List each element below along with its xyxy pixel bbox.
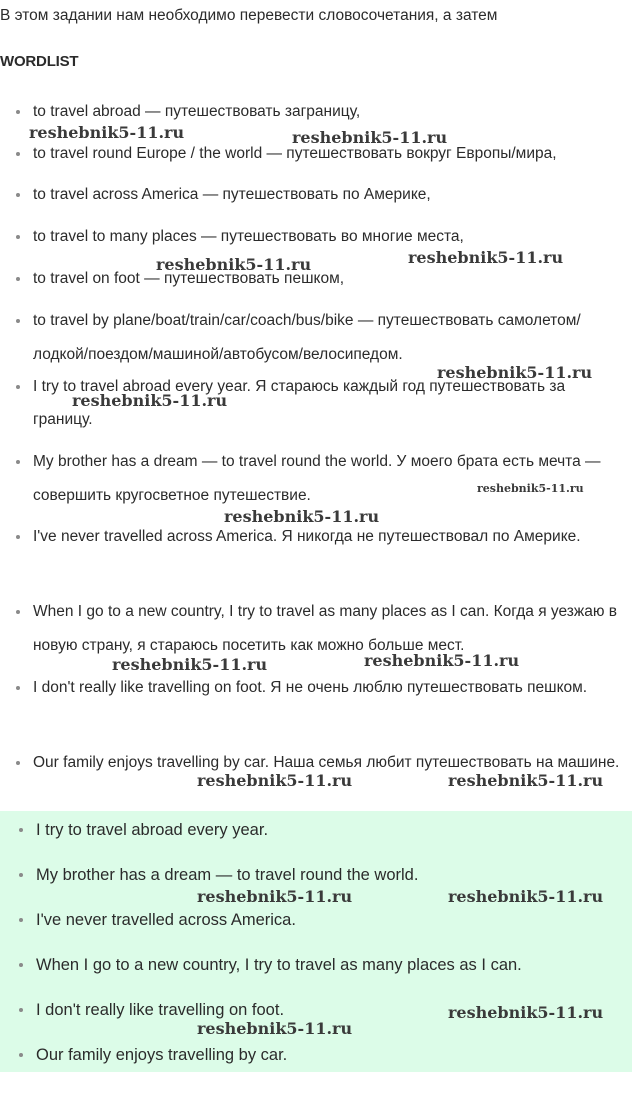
intro-text: В этом задании нам необходимо перевести словосочетания, а затем — [0, 7, 498, 24]
list-item: When I go to a new country, I try to travel as many places as I can. Когда я уезжаю в новую страну, я стараюсь посетить как можно больше мест. — [33, 595, 626, 663]
watermark: reshebnik5-11.ru — [437, 363, 593, 382]
watermark: reshebnik5-11.ru — [224, 507, 380, 526]
watermark: reshebnik5-11.ru — [156, 255, 312, 274]
answer-item: I've never travelled across America. — [36, 909, 626, 931]
watermark: reshebnik5-11.ru — [364, 651, 520, 670]
wordlist-heading: WORDLIST — [0, 53, 79, 70]
watermark: reshebnik5-11.ru — [29, 123, 185, 142]
answer-item: I don't really like travelling on foot. — [36, 999, 626, 1021]
list-item: to travel by plane/boat/train/car/coach/bus/bike — путешествовать самолетом/лодкой/поездом/машиной/автобусом/велосипедом. — [33, 304, 626, 372]
watermark: reshebnik5-11.ru — [448, 771, 604, 790]
watermark: reshebnik5-11.ru — [408, 248, 564, 267]
list-item: to travel abroad — путешествовать заграницу, — [33, 95, 626, 129]
watermark: reshebnik5-11.ru — [72, 391, 228, 410]
list-item: I've never travelled across America. Я никогда не путешествовал по Америке. — [33, 520, 626, 553]
watermark: reshebnik5-11.ru — [292, 128, 448, 147]
list-item: I don't really like travelling on foot. Я не очень люблю путешествовать пешком. — [33, 671, 626, 704]
watermark: reshebnik5-11.ru — [197, 771, 353, 790]
answer-item: When I go to a new country, I try to travel as many places as I can. — [36, 954, 626, 976]
answer-item: Our family enjoys travelling by car. — [36, 1044, 626, 1066]
watermark: reshebnik5-11.ru — [197, 887, 353, 906]
watermark: reshebnik5-11.ru — [477, 482, 584, 495]
list-item: I try to travel abroad every year. Я стараюсь каждый год путешествовать за границу. — [33, 370, 626, 436]
watermark: reshebnik5-11.ru — [112, 655, 268, 674]
watermark: reshebnik5-11.ru — [448, 887, 604, 906]
answer-item: I try to travel abroad every year. — [36, 819, 626, 841]
list-item: to travel round Europe / the world — путешествовать вокруг Европы/мира, — [33, 137, 626, 171]
watermark: reshebnik5-11.ru — [197, 1019, 353, 1038]
list-item: to travel to many places — путешествовать во многие места, — [33, 220, 626, 254]
list-item: to travel across America — путешествовать по Америке, — [33, 178, 626, 212]
list-item: My brother has a dream — to travel round the world. У моего брата есть мечта — совершить кругосветное путешествие. — [33, 445, 626, 513]
list-item: to travel on foot — путешествовать пешком, — [33, 262, 626, 296]
watermark: reshebnik5-11.ru — [448, 1003, 604, 1022]
list-item: Our family enjoys travelling by car. Наша семья любит путешествовать на машине. — [33, 746, 626, 779]
answer-item: My brother has a dream — to travel round the world. — [36, 864, 626, 886]
